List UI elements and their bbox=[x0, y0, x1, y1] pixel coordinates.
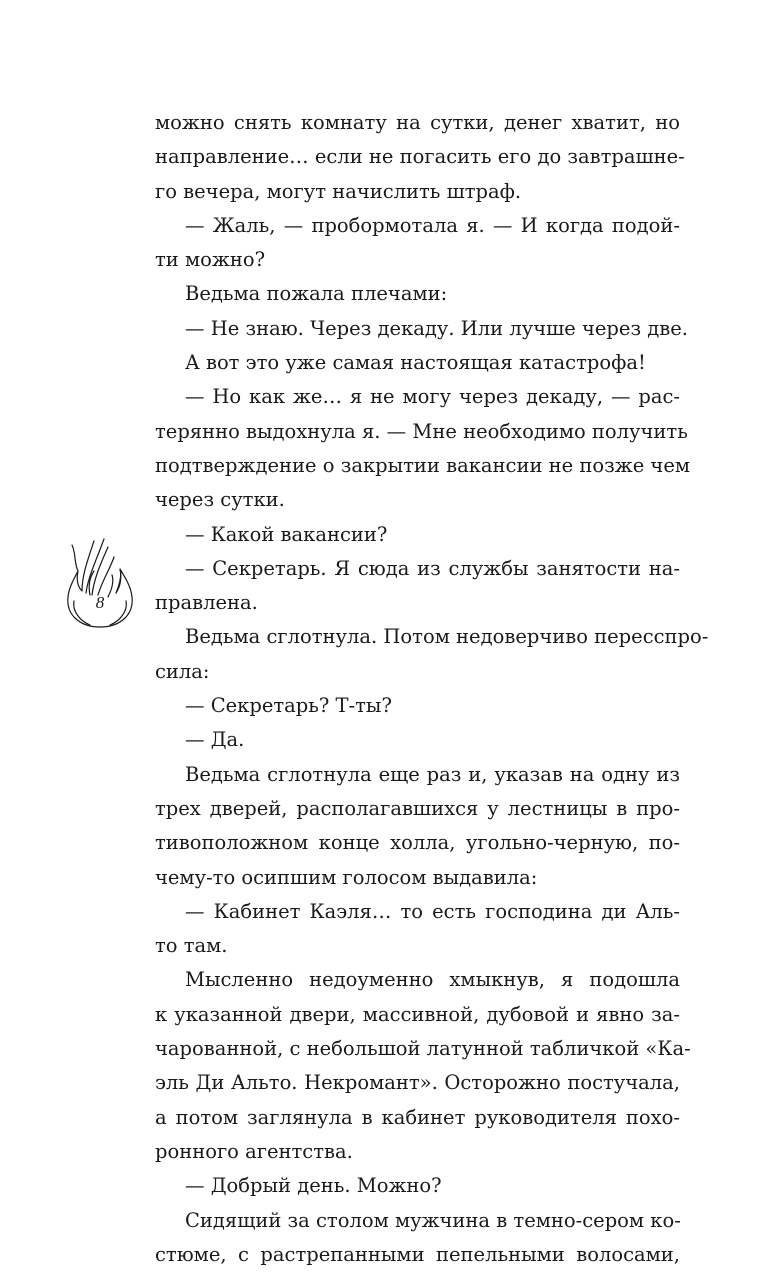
page-number: 8 bbox=[95, 593, 105, 612]
text-line: Ведьма сглотнула. Потом недоверчиво пересспро- bbox=[185, 625, 709, 649]
text-line: сила: bbox=[155, 659, 210, 683]
text-line: — Не знаю. Через декаду. Или лучше через две. bbox=[185, 316, 689, 340]
text-line: — Какой вакансии? bbox=[185, 522, 388, 546]
text-line: а потом заглянула в кабинет руководителя похо- bbox=[155, 1105, 680, 1129]
flame-icon bbox=[60, 535, 140, 630]
text-line: подтверждение о закрытии вакансии не позже чем bbox=[155, 453, 691, 477]
text-line: Мысленно недоуменно хмыкнув, я подошла bbox=[185, 968, 680, 992]
text-line: правлена. bbox=[155, 591, 258, 615]
text-line: стюме, с растрепанными пепельными волосами, bbox=[155, 1242, 680, 1266]
text-line: Ведьма пожала плечами: bbox=[185, 282, 448, 306]
book-page-text bbox=[155, 106, 709, 1272]
text-line: чарованной, с небольшой латунной табличкой «Ка- bbox=[155, 1037, 691, 1061]
text-line: Сидящий за столом мужчина в темно-сером ко- bbox=[185, 1208, 681, 1232]
text-line: тивоположном конце холла, угольно-черную, по- bbox=[155, 831, 680, 855]
text-line: ти можно? bbox=[155, 248, 266, 272]
text-line: можно снять комнату на сутки, денег хватит, но bbox=[155, 111, 680, 134]
text-line: чему-то осипшим голосом выдавила: bbox=[155, 865, 538, 889]
text-line: эль Ди Альто. Некромант». Осторожно постучала, bbox=[155, 1071, 680, 1095]
text-line: то там. bbox=[155, 934, 228, 958]
text-line: терянно выдохнула я. — Мне необходимо получить bbox=[155, 419, 688, 443]
text-line: через сутки. bbox=[155, 488, 285, 512]
text-line: ронного агентства. bbox=[155, 1139, 353, 1163]
text-line: го вечера, могут начислить штраф. bbox=[155, 179, 522, 203]
text-line: — Кабинет Каэля… то есть господина ди Аль- bbox=[185, 899, 680, 923]
flame-page-marker bbox=[60, 535, 140, 630]
text-line: — Секретарь? Т-ты? bbox=[185, 694, 392, 718]
text-line: А вот это уже самая настоящая катастрофа! bbox=[185, 351, 646, 375]
text-line: — Но как же… я не могу через декаду, — рас- bbox=[185, 385, 680, 409]
text-line: трех дверей, располагавшихся у лестницы в про- bbox=[155, 796, 680, 820]
text-line: — Секретарь. Я сюда из службы занятости на- bbox=[185, 556, 680, 580]
text-line: направление… если не погасить его до завтрашне- bbox=[155, 145, 685, 169]
text-line: — Добрый день. Можно? bbox=[185, 1174, 442, 1198]
text-line: — Жаль, — пробормотала я. — И когда подой- bbox=[185, 213, 680, 237]
text-line: Ведьма сглотнула еще раз и, указав на одну из bbox=[185, 762, 680, 786]
text-line: — Да. bbox=[185, 728, 245, 752]
text-line: к указанной двери, массивной, дубовой и явно за- bbox=[155, 1002, 680, 1026]
